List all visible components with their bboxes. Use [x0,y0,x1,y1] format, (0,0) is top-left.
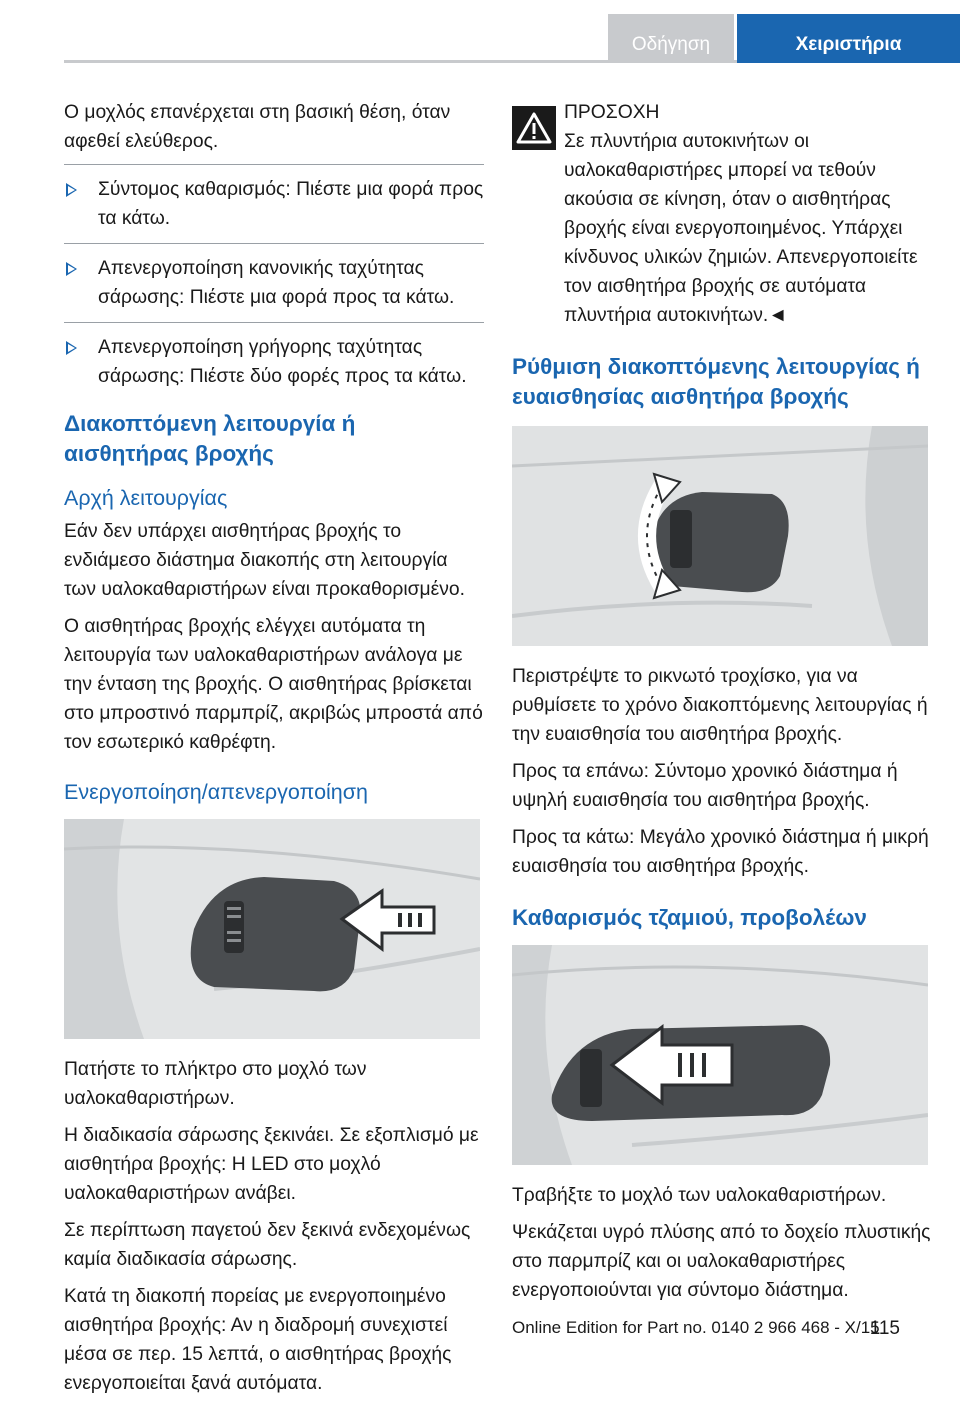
tab-driving[interactable]: Οδήγηση [608,14,734,62]
caution-title: ΠΡΟΣΟΧΗ [564,102,660,123]
paragraph: Προς τα επάνω: Σύντομο χρονικό διάστημα ή υψηλή ευαισθησία του αισθητήρα βροχής. [512,761,898,811]
subheading-toggle: Ενεργοποίηση/απενεργοποίηση [64,780,368,804]
edition-footer: Online Edition for Part no. 0140 2 966 468 - X/15 [512,1318,880,1337]
section-heading-cleaning: Καθαρισμός τζαμιού, προβολέων [512,905,867,930]
header-rule [64,60,738,63]
left-column [64,98,484,1406]
tab-controls[interactable]: Χειριστήρια [737,14,960,62]
paragraph: Η διαδικασία σάρωσης ξεκινάει. Σε εξοπλισμό με αισθητήρα βροχής: Η LED στο μοχλό υαλοκαθαριστήρων ανάβει. [64,1125,479,1204]
divider [64,243,484,244]
list-item: Απενεργοποίηση γρήγορης ταχύτητας σάρωσης: Πιέστε δύο φορές προς τα κάτω. [64,333,484,391]
caution-box [512,98,932,330]
divider [64,322,484,323]
intro-text: Ο μοχλός επανέρχεται στη βασική θέση, όταν αφεθεί ελεύθερος. [64,102,451,152]
paragraph: Περιστρέψτε το ρικνωτό τροχίσκο, για να ρυθμίσετε το χρόνο διακοπτόμενης λειτουργίας ή την ευαισθησία του αισθητήρα βροχής. [512,666,928,745]
paragraph: Προς τα κάτω: Μεγάλο χρονικό διάστημα ή μικρή ευαισθησία του αισθητήρα βροχής. [512,827,929,877]
wiper-thumbwheel-image [512,426,928,646]
right-column [512,98,932,1313]
divider [64,164,484,165]
paragraph: Ο αισθητήρας βροχής ελέγχει αυτόματα τη λειτουργία των υαλοκαθαριστήρων ανάλογα με την ένταση της βροχής. Ο αισθητήρας βρίσκεται στο μπροστινό παρμπρίζ, ακριβώς μπροστά από τον εσωτερικό καθρέφτη. [64,616,483,753]
paragraph: Σε περίπτωση παγετού δεν ξεκινά ενδεχομένως καμία διαδικασία σάρωσης. [64,1220,471,1270]
list-item: Σύντομος καθαρισμός: Πιέστε μια φορά προς τα κάτω. [64,175,484,233]
warning-triangle-icon [512,106,556,150]
list-item: Απενεργοποίηση κανονικής ταχύτητας σάρωσης: Πιέστε μια φορά προς τα κάτω. [64,254,484,312]
wiper-lever-button-image [64,819,480,1039]
wiper-lever-pull-image [512,945,928,1165]
caution-text: Σε πλυντήρια αυτοκινήτων οι υαλοκαθαριστήρες μπορεί να τεθούν ακούσια σε κίνηση, όταν ο αισθητήρας βροχής είναι ενεργοποιημένος. Υπάρχει κίνδυνος υλικών ζημιών. Απενεργοποιείτε τον αισθητήρα βροχής σε αυτόματα πλυντήρια αυτοκινήτων.◄ [564,131,918,326]
bullet-triangle-icon [66,341,77,355]
bullet-triangle-icon [66,183,77,197]
paragraph: Κατά τη διακοπή πορείας με ενεργοποιημένο αισθητήρα βροχής: Αν η διαδρομή συνεχιστεί μέσα σε περ. 15 λεπτά, ο αισθητήρας βροχής ενεργοποιείται ξανά αυτόματα. [64,1286,452,1394]
paragraph: Πατήστε το πλήκτρο στο μοχλό των υαλοκαθαριστήρων. [64,1059,367,1109]
paragraph: Ψεκάζεται υγρό πλύσης από το δοχείο πλυστικής στο παρμπρίζ και οι υαλοκαθαριστήρες ενεργοποιούνται για σύντομο διάστημα. [512,1222,931,1301]
page-number: 115 [869,1318,900,1339]
section-heading-sensitivity: Ρύθμιση διακοπτόμενης λειτουργίας ή ευαισθησίας αισθητήρα βροχής [512,354,920,409]
paragraph: Εάν δεν υπάρχει αισθητήρας βροχής το ενδιάμεσο διάστημα διακοπής στη λειτουργία των υαλοκαθαριστήρων είναι προκαθορισμένο. [64,521,465,600]
paragraph: Τραβήξτε το μοχλό των υαλοκαθαριστήρων. [512,1185,887,1206]
section-heading-intermittent: Διακοπτόμενη λειτουργία ή αισθητήρας βροχής [64,411,356,466]
subheading-principle: Αρχή λειτουργίας [64,486,228,510]
bullet-triangle-icon [66,262,77,276]
header-rule-active [737,60,960,63]
